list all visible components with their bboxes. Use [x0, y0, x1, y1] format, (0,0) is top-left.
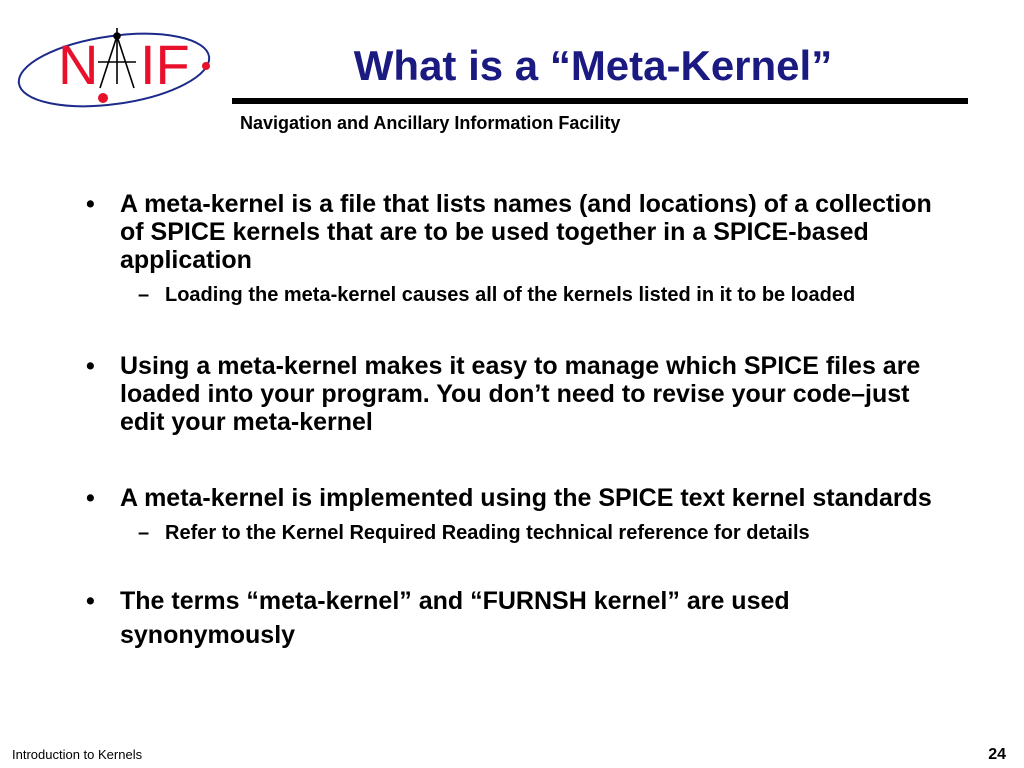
dash-marker: – — [138, 522, 150, 544]
sub-bullet-item — [86, 522, 936, 544]
sub-bullet-text: Loading the meta-kernel causes all of the kernels listed in it to be loaded — [165, 284, 856, 306]
sub-bullet-item — [86, 284, 936, 306]
bullet-item — [86, 352, 936, 436]
bullet-text: The terms “meta-kernel” and “FURNSH kernel” are used synonymously — [120, 587, 790, 649]
bullet-item — [86, 584, 936, 652]
slide-content — [86, 190, 936, 652]
bullet-item — [86, 190, 936, 274]
dash-marker: – — [138, 284, 150, 306]
bullet-text: A meta-kernel is a file that lists names (and locations) of a collection of SPICE kernels that are to be used together in a SPICE-based application — [120, 190, 932, 274]
naif-logo — [14, 22, 230, 112]
slide-title: What is a “Meta-Kernel” — [353, 42, 833, 89]
logo-letter-n: N — [58, 33, 99, 96]
subtitle: Navigation and Ancillary Information Facility — [240, 113, 621, 133]
bullet-text: Using a meta-kernel makes it easy to manage which SPICE files are loaded into your program. You don’t need to revise your code–just edit your meta-kernel — [120, 352, 921, 436]
bullet-marker: • — [86, 352, 95, 380]
logo-dot-icon — [98, 93, 108, 103]
logo-dot-icon — [202, 62, 210, 70]
bullet-marker: • — [86, 484, 95, 512]
bullet-text: A meta-kernel is implemented using the SPICE text kernel standards — [120, 484, 932, 512]
bullet-marker: • — [86, 587, 95, 615]
page-number: 24 — [988, 746, 1006, 763]
footer-course-title: Introduction to Kernels — [12, 747, 143, 762]
logo-letters-if: IF — [140, 33, 190, 96]
bullet-marker: • — [86, 190, 95, 218]
title-rule — [232, 98, 968, 104]
bullet-item — [86, 484, 936, 512]
sub-bullet-text: Refer to the Kernel Required Reading technical reference for details — [165, 522, 810, 544]
